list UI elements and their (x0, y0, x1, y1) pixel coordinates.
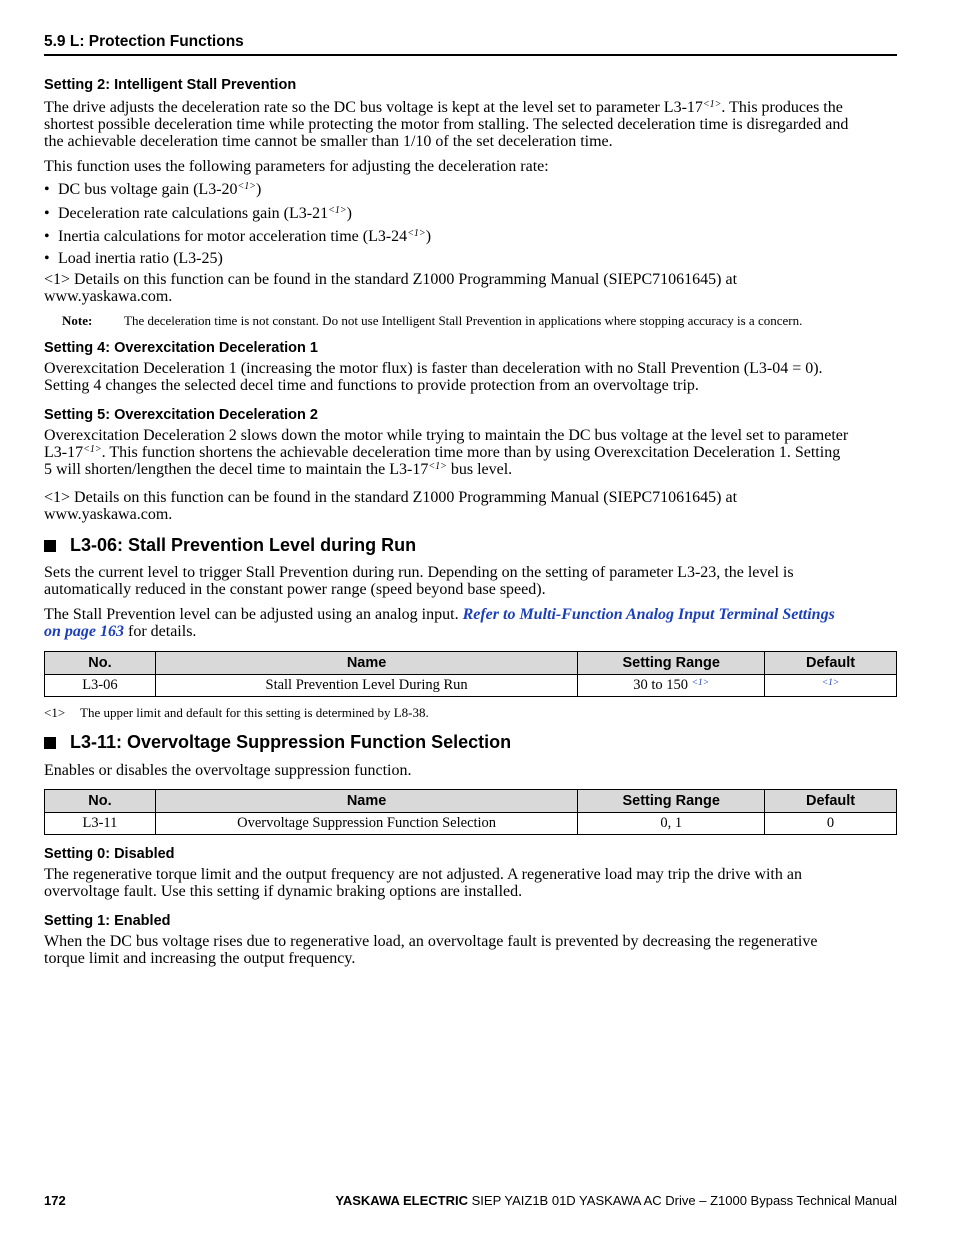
setting-5-heading: Setting 5: Overexcitation Deceleration 2 (44, 407, 318, 423)
l3-11-heading (44, 732, 511, 753)
l3-06-analog-paragraph (44, 606, 897, 640)
text: The drive adjusts the deceleration rate so the DC bus voltage is kept at the level set to parameter L3-17 (44, 99, 703, 116)
footnote-ref: <1> (407, 228, 426, 239)
setting-2-intro: This function uses the following parameters for adjusting the deceleration rate: (44, 158, 549, 175)
text: L3-17 (44, 444, 84, 461)
text: When the DC bus voltage rises due to regenerative load, an overvoltage fault is prevented by decreasing the regenerative (44, 933, 818, 950)
note-label: Note: (62, 313, 93, 328)
parameter-name: Overvoltage Suppression Function Selection (155, 813, 577, 835)
text: <1> Details on this function can be found in the standard Z1000 Programming Manual (SIEPC71061645) at (44, 489, 738, 506)
text: overvoltage fault. Use this setting if dynamic braking options are installed. (44, 883, 523, 900)
cross-reference-link[interactable]: on page 163 (44, 623, 124, 640)
range-text: 30 to 150 (633, 677, 688, 693)
footnote-ref: <1> (702, 99, 722, 110)
text: . This function shortens the achievable deceleration time more than by using Overexcitation Deceleration 1. Setting (101, 444, 841, 461)
footer-document-info (335, 1193, 897, 1208)
column-header: No. (45, 790, 156, 813)
text: bus level. (446, 461, 513, 478)
footnote-ref: <1> (428, 461, 447, 472)
l3-06-parameter-table (44, 651, 897, 697)
setting-0-heading: Setting 0: Disabled (44, 846, 175, 862)
page-number: 172 (44, 1193, 66, 1208)
footnote-ref: <1> (237, 181, 257, 192)
table-header-row (45, 790, 897, 813)
heading-text: L3-11: Overvoltage Suppression Function Selection (70, 732, 512, 752)
cross-reference-link[interactable]: Refer to Multi-Function Analog Input Terminal Settings (462, 606, 835, 623)
setting-1-paragraph (44, 933, 897, 967)
list-item-text: Inertia calculations for motor acceleration time (L3-24 (58, 228, 408, 245)
list-item: • Inertia calculations for motor acceleration time $(L3-24^{<1>})$ (44, 228, 432, 245)
section-square-icon (44, 737, 56, 749)
setting-0-paragraph (44, 866, 897, 900)
l3-06-heading (44, 535, 416, 556)
footnote-tag: <1> (44, 705, 66, 720)
column-header: Default (765, 652, 897, 675)
link[interactable]: www.yaskawa.com. (44, 288, 173, 305)
link[interactable]: www.yaskawa.com. (44, 506, 173, 523)
setting-2-paragraph (44, 99, 897, 150)
note (62, 313, 802, 329)
column-header: No. (45, 652, 156, 675)
table-footnote (44, 705, 429, 721)
column-header: Setting Range (578, 790, 765, 813)
parameter-number: L3-11 (45, 813, 156, 835)
text: The Stall Prevention level can be adjusted using an analog input. (44, 606, 463, 623)
default-value: 0 (765, 813, 897, 835)
section-square-icon (44, 540, 56, 552)
column-header: Default (765, 790, 897, 813)
column-header: Name (155, 790, 577, 813)
footnote-text: The upper limit and default for this setting is determined by L8-38. (80, 705, 429, 720)
column-header: Setting Range (578, 652, 765, 675)
list-item-end: ) (425, 228, 432, 245)
document-title: SIEP YAIZ1B 01D YASKAWA AC Drive – Z1000 Bypass Technical Manual (468, 1193, 897, 1208)
brand-name: YASKAWA ELECTRIC (335, 1193, 469, 1208)
list-item-text: Deceleration rate calculations gain (L3-21 (58, 205, 329, 222)
text: for details. (124, 623, 197, 640)
list-item-text: Load inertia ratio (L3-25) (58, 250, 223, 267)
table-row (45, 813, 897, 835)
footnote-ref[interactable]: <1> (821, 678, 840, 688)
note-text: The deceleration time is not constant. Do not use Intelligent Stall Prevention in applications where stopping accuracy is a concern. (124, 313, 803, 328)
l3-11-parameter-table (44, 789, 897, 835)
text: 5 will shorten/lengthen the decel time to maintain the L3-17 (44, 461, 429, 478)
list-item-end: ) (256, 181, 262, 198)
l3-06-paragraph (44, 564, 897, 598)
list-item: • DC bus voltage gain $(L3-20^{<1>})$ (44, 181, 262, 198)
footnote-ref[interactable]: <1> (691, 678, 710, 688)
header-rule (44, 54, 897, 56)
footnote-ref: <1> (328, 205, 347, 216)
text: automatically reduced in the constant power range (speed beyond base speed). (44, 581, 546, 598)
table-row (45, 675, 897, 697)
default-value (765, 675, 897, 697)
setting-2-footnote (44, 271, 897, 305)
text: Sets the current level to trigger Stall Prevention during run. Depending on the setting of parameter L3-23, the level is (44, 564, 794, 581)
list-item-text: DC bus voltage gain (L3-20 (58, 181, 238, 198)
text: . This produces the (721, 99, 843, 116)
text: The regenerative torque limit and the output frequency are not adjusted. A regenerative load may trip the drive with an (44, 866, 802, 883)
setting-range: 0, 1 (578, 813, 765, 835)
setting-5-footnote (44, 489, 897, 523)
text: Overexcitation Deceleration 1 (increasing the motor flux) is faster than deceleration with no Stall Prevention (L3-04 = 0). (44, 360, 823, 377)
heading-text: L3-06: Stall Prevention Level during Run (70, 535, 417, 555)
setting-4-paragraph (44, 360, 897, 394)
text: Setting 4 changes the selected decel time and functions to provide protection from an overvoltage trip. (44, 377, 699, 394)
list-item: • Deceleration rate calculations gain $(L3-21^{<1>})$ (44, 205, 352, 222)
text: the achievable deceleration time cannot be smaller than 1/10 of the set deceleration time. (44, 133, 613, 150)
text: torque limit and increasing the output frequency. (44, 950, 356, 967)
parameter-name: Stall Prevention Level During Run (155, 675, 577, 697)
l3-11-paragraph: Enables or disables the overvoltage suppression function. (44, 762, 412, 779)
footnote-ref: <1> (83, 444, 102, 455)
table-header-row (45, 652, 897, 675)
setting-range (578, 675, 765, 697)
text: Overexcitation Deceleration 2 slows down the motor while trying to maintain the DC bus voltage at the level set to parameter (44, 427, 849, 444)
column-header: Name (155, 652, 577, 675)
setting-5-paragraph (44, 427, 897, 478)
text: shortest possible deceleration time while protecting the motor from stalling. The selected deceleration time is disregarded and (44, 116, 849, 133)
setting-1-heading: Setting 1: Enabled (44, 913, 171, 929)
section-header: 5.9 L: Protection Functions (44, 33, 244, 50)
setting-2-heading: Setting 2: Intelligent Stall Prevention (44, 77, 297, 93)
parameter-number: L3-06 (45, 675, 156, 697)
list-item: • Load inertia ratio (L3-25) (44, 250, 223, 267)
text: <1> Details on this function can be found in the standard Z1000 Programming Manual (SIEPC71061645) at (44, 271, 738, 288)
setting-4-heading: Setting 4: Overexcitation Deceleration 1 (44, 340, 318, 356)
list-item-end: ) (346, 205, 352, 222)
